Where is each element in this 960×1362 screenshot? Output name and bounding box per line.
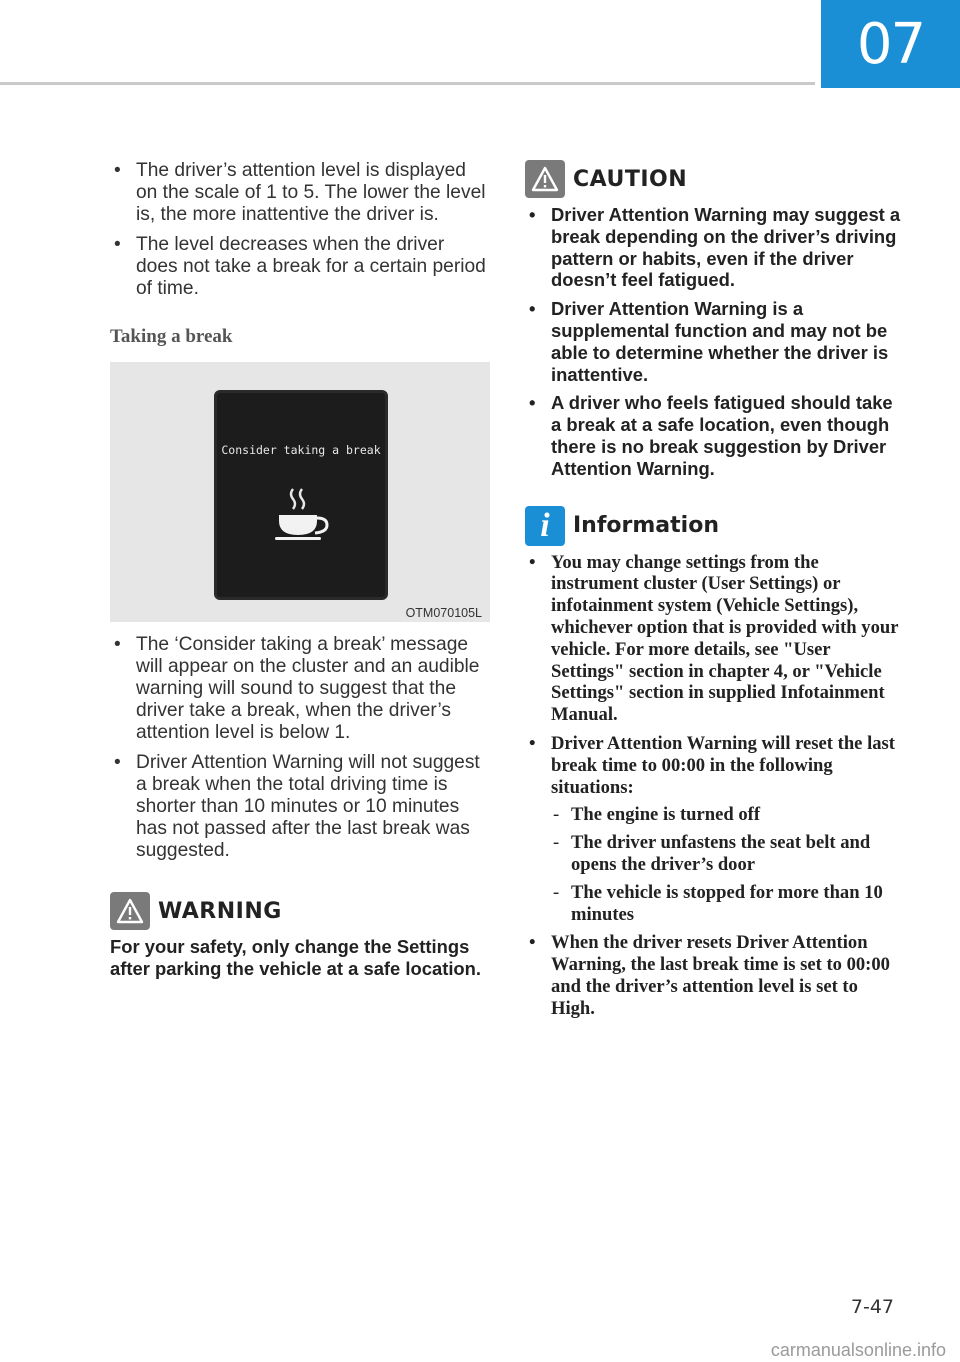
page-number: 7-47 [850,1296,894,1318]
section-subheading: Taking a break [110,326,233,347]
list-item: • The ‘Consider taking a break’ message will appear on the cluster and an audible warning will sound to suggest that the driver take a break, when the driver’s attention level is below 1. [110,634,490,744]
information-callout [525,506,905,1020]
sub-list-item: - The engine is turned off [551,804,905,826]
list-item: • The driver’s attention level is displayed on the scale of 1 to 5. The lower the level is, the more inattentive the driver is. [110,160,490,226]
caution-list [525,204,905,480]
list-item-text: You may change settings from the instrument cluster (User Settings) or infotainment system (Vehicle Settings), whichever option that is provided with your vehicle. For more details, see "User Settings" section in chapter 4, or "Vehicle Settings" section in supplied Infotainment Manual. [551,551,899,726]
information-header [525,506,905,546]
caution-header [525,160,905,198]
warning-title: WARNING [158,898,282,924]
reset-situations-list [551,804,905,925]
list-item: • Driver Attention Warning may suggest a break depending on the driver’s driving pattern or habits, even if the driver doesn’t feel fatigued. [525,204,905,291]
list-item: • Driver Attention Warning is a supplemental function and may not be able to determine whether the driver is inattentive. [525,298,905,385]
warning-text: For your safety, only change the Settings after parking the vehicle at a safe location. [110,936,482,979]
figure-code: OTM070105L [405,606,482,620]
chapter-tab: 07 [821,0,960,88]
header-rule [0,82,815,85]
cluster-figure [110,362,490,622]
info-icon: i [525,506,565,546]
list-item [525,932,905,1019]
caution-title: CAUTION [573,166,688,192]
left-column [110,160,490,980]
cluster-screen [214,390,388,600]
list-item-text: When the driver resets Driver Attention Warning, the last break time is set to 00:00 and the driver’s attention level is set to High. [551,932,890,1019]
list-item: • Driver Attention Warning will not suggest a break when the total driving time is shorter than 10 minutes or 10 minutes has not passed after the last break was suggested. [110,752,490,862]
sub-list-item: - The driver unfastens the seat belt and opens the driver’s door [551,832,905,876]
right-column [525,160,905,1027]
warning-icon [110,892,150,930]
caution-icon [525,160,565,198]
list-item [525,552,905,726]
list-item: • A driver who feels fatigued should take a break at a safe location, even though there is no break suggestion by Driver Attention Warning. [525,392,905,479]
sub-list-item: - The vehicle is stopped for more than 10 minutes [551,882,905,926]
warning-callout [110,892,490,980]
intro-bullets [110,160,490,300]
break-bullets [110,634,490,862]
list-item [525,733,905,925]
screen-message: Consider taking a break [221,443,381,457]
information-list [525,552,905,1020]
list-item: • The level decreases when the driver does not take a break for a certain period of time. [110,234,490,300]
watermark: carmanualsonline.info [770,1340,946,1360]
caution-callout [525,160,905,480]
information-title: Information [573,513,719,539]
coffee-cup-icon [271,485,331,545]
list-item-text: Driver Attention Warning will reset the last break time to 00:00 in the following situations: [551,732,895,798]
warning-header [110,892,490,930]
